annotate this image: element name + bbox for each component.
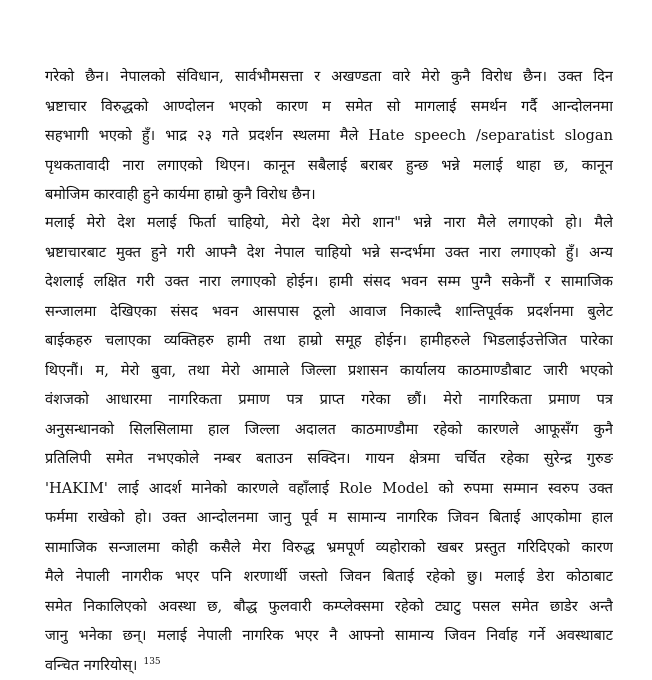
paragraph-2 [45, 208, 613, 680]
paragraph-line: सामाजिक सन्जालमा कोही कसैले मेरा विरुद्ध भ्रमपूर्ण व्यहोराको खबर प्रस्तुत गरिदिएको कारण [45, 533, 613, 563]
paragraph-line: मलाई मेरो देश मलाई फिर्ता चाहियो, मेरो देश मेरो शान" भन्ने नारा मैले लगाएको हो। मैले [45, 208, 613, 238]
paragraph-line: थिएनौं। म, मेरो बुवा, तथा मेरो आमाले जिल्ला प्रशासन कार्यालय काठमाण्डौबाट जारी भएको [45, 356, 613, 386]
paragraph-line: सन्जालमा देखिएका संसद भवन आसपास ठूलो आवाज निकाल्दै शान्तिपूर्वक प्रदर्शनमा बुलेट [45, 297, 613, 327]
footnote-reference[interactable]: 135 [143, 657, 160, 667]
paragraph-line: 'HAKIM' लाई आदर्श मानेको कारणले वहाँलाई Role Model को रुपमा सम्मान स्वरुप उक्त [45, 474, 613, 504]
paragraph-line: भ्रष्टाचार विरुद्धको आण्दोलन भएको कारण म समेत सो मागलाई समर्थन गर्दै आन्दोलनमा [45, 92, 613, 122]
paragraph-line: देशलाई लक्षित गरी उक्त नारा लगाएको होईन। हामी संसद भवन सम्म पुग्नै सकेनौं र सामाजिक [45, 267, 613, 297]
paragraph-line: बमोजिम कारवाही हुने कार्यमा हाम्रो कुनै विरोध छैन। [45, 180, 613, 210]
paragraph-line: मैले नेपाली नागरीक भएर पनि शरणार्थी जस्तो जिवन बिताई रहेको छु। मलाई डेरा कोठाबाट [45, 562, 613, 592]
paragraph-line: फर्ममा राखेको हो। उक्त आन्दोलनमा जानु पूर्व म सामान्य नागरिक जिवन बिताई आएकोमा हाल [45, 503, 613, 533]
paragraph-line: वंशजको आधारमा नागरिकता प्रमाण पत्र प्राप्त गरेका छौं। मेरो नागरिकता प्रमाण पत्र [45, 385, 613, 415]
paragraph-line: सहभागी भएको हुँ। भाद्र २३ गते प्रदर्शन स्थलमा मैले Hate speech /separatist slogan [45, 121, 613, 151]
paragraph-line-text: वन्चित नगरियोस्। [45, 657, 137, 674]
paragraph-line: जानु भनेका छन्। मलाई नेपाली नागरिक भएर नै आफ्नो सामान्य जिवन निर्वाह गर्ने अवस्थाबाट [45, 621, 613, 651]
paragraph-last-line [45, 651, 613, 680]
paragraph-1 [45, 62, 613, 210]
paragraph-line: पृथकतावादी नारा लगाएको थिएन। कानून सबैलाई बराबर हुन्छ भन्ने मलाई थाहा छ, कानून [45, 151, 613, 181]
paragraph-line: समेत निकालिएको अवस्था छ, बौद्ध फुलवारी कम्प्लेक्समा रहेको ट्याटु पसल समेत छाडेर अन्तै [45, 592, 613, 622]
paragraph-line: अनुसन्धानको सिलसिलामा हाल जिल्ला अदालत काठमाण्डौमा रहेको कारणले आफूसँग कुनै [45, 415, 613, 445]
paragraph-line: बाईकहरु चलाएका व्यक्तिहरु हामी तथा हाम्रो समूह होईन। हामीहरुले भिडलाईउत्तेजित पारेका [45, 326, 613, 356]
paragraph-line: भ्रष्टाचारबाट मुक्त हुने गरी आफ्नै देश नेपाल चाहियो भन्ने सन्दर्भमा उक्त नारा लगाएको हुँ। अन्य [45, 238, 613, 268]
paragraph-line: प्रतिलिपी समेत नभएकोले नम्बर बताउन सक्दिन। गायन क्षेत्रमा चर्चित रहेका सुरेन्द्र गुरुङ [45, 444, 613, 474]
paragraph-line: गरेको छैन। नेपालको संविधान, सार्वभौमसत्ता र अखण्डता वारे मेरो कुनै विरोध छैन। उक्त दिन [45, 62, 613, 92]
